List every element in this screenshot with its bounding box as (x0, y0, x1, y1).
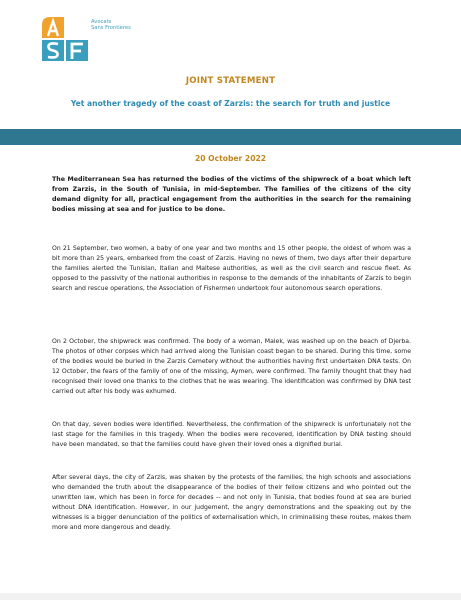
logo-tagline (91, 19, 131, 31)
body-paragraph-4: After several days, the city of Zarzis, was shaken by the protests of the families, the high schools and associations who demanded the truth about the disappearance of the bodies of their fellow citizens and who pointed out the unwritten law, which has been in force for decades -- and not only in Tunisia, that bodies found at sea are buried without DNA identification. However, in our judgement, the angry demonstrations and the speaking out by the witnesses is a bigger denunciation of the politics of externalisation which, in criminalising these routes, makes them more and more dangerous and deadly. (52, 474, 411, 532)
page-footer-strip (0, 593, 461, 600)
logo-tagline-line1: Avocats (91, 19, 112, 25)
statement-date: 20 October 2022 (194, 154, 267, 163)
body-paragraph-1: On 21 September, two women, a baby of one year and two months and 15 other people, the oldest of whom was a bit more than 25 years, embarked from the coast of Zarzis. Having no news of them, two days after their departure the families alerted the Tunisian, Italian and Maltese authorities, as well as the civil search and rescue fleet. As opposed to the passivity of the national authorities in response to the demands of the inhabitants of Zarzis to begin search and rescue operations, the Association of Fishermen undertook four autonomous search operations. (52, 245, 411, 293)
body-paragraph-2: On 2 October, the shipwreck was confirmed. The body of a woman, Malek, was washed up on the beach of Djerba. The photos of other corpses which had arrived along the Tunisian coast began to be shared. During this time, some of the bodies would be buried in the Zarzis Cemetery without the authorities having first undertaken DNA tests. On 12 October, the fears of the family of one of the missing, Aymen, were confirmed. The family thought that they had recognised their loved one thanks to the clothes that he was wearing. The identification was confirmed by DNA test carried out after his body was exhumed. (52, 338, 411, 396)
lead-paragraph: The Mediterranean Sea has returned the bodies of the victims of the shipwreck of a boat which left from Zarzis, in the South of Tunisia, in mid-September. The families of the citizens of the city demand dignity for all, practical engagement from the authorities in the search for the remaining bodies missing at sea and for justice to be done. (52, 176, 411, 214)
statement-label: JOINT STATEMENT (185, 76, 276, 86)
header-band (0, 129, 461, 145)
asf-logo (42, 17, 157, 61)
asf-logo-mark (42, 17, 88, 61)
body-paragraph-3: On that day, seven bodies were identified. Nevertheless, the confirmation of the shipwreck is unfortunately not the last stage for the families in this tragedy. When the bodies were recovered, identification by DNA testing should have been mandated, so that the families could have given their loved ones a dignified burial. (52, 421, 411, 449)
statement-title: Yet another tragedy of the coast of Zarzis: the search for truth and justice (70, 99, 391, 108)
logo-tagline-line2: Sans Frontières (91, 25, 131, 31)
